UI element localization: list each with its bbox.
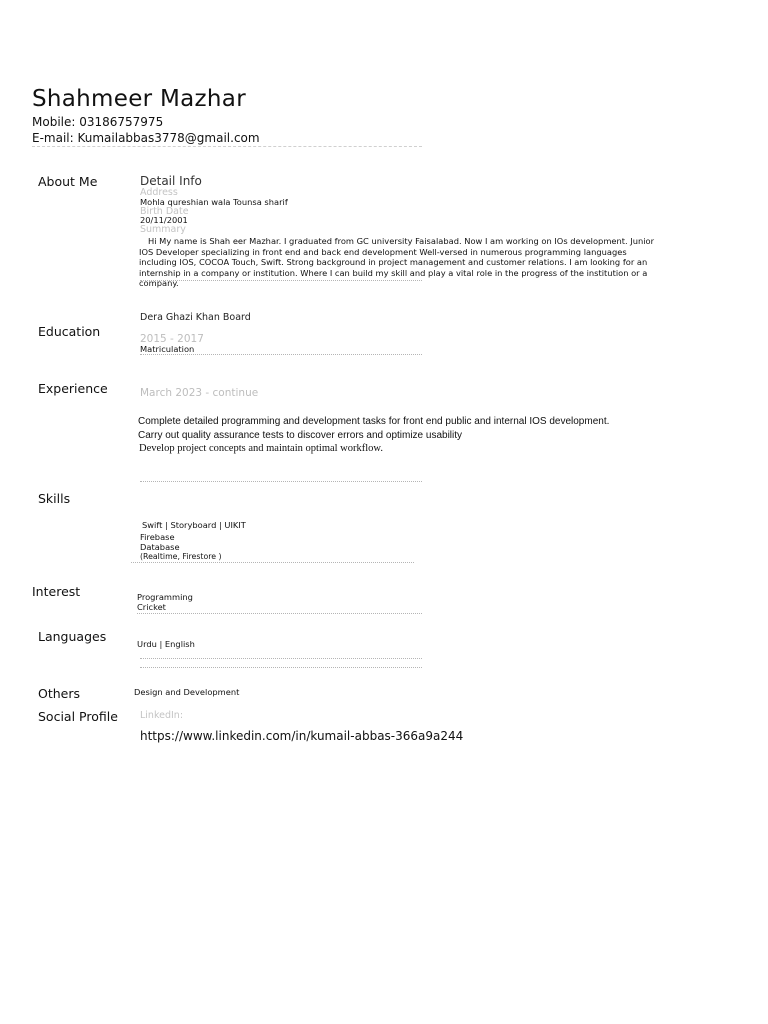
languages-divider-1 [140, 658, 422, 659]
email-address: E-mail: Kumailabbas3778@gmail.com [32, 131, 260, 145]
experience-line-3: Develop project concepts and maintain optimal workflow. [139, 443, 383, 454]
section-interest: Interest [32, 584, 81, 599]
interest-item-2: Cricket [137, 602, 166, 612]
skill-item-4: (Realtime, Firestore ) [140, 552, 222, 561]
education-years: 2015 - 2017 [140, 333, 204, 345]
skill-item-1: Swift | Storyboard | UIKIT [142, 520, 246, 530]
experience-line-1: Complete detailed programming and development tasks for front end public and internal IOS development. [138, 416, 610, 427]
section-education: Education [38, 324, 101, 339]
address-label: Address [140, 187, 178, 198]
section-others: Others [38, 686, 81, 701]
mobile-number: Mobile: 03186757975 [32, 115, 164, 129]
skills-divider [131, 562, 414, 563]
skill-item-3: Database [140, 542, 180, 552]
section-languages: Languages [38, 629, 107, 644]
about-divider [140, 280, 422, 281]
experience-line-2: Carry out quality assurance tests to discover errors and optimize usability [138, 430, 463, 441]
others-value: Design and Development [134, 687, 240, 697]
languages-divider-2 [140, 667, 422, 668]
resume-name: Shahmeer Mazhar [32, 86, 246, 112]
experience-divider [140, 481, 422, 482]
education-board: Dera Ghazi Khan Board [140, 312, 251, 323]
skill-item-2: Firebase [140, 532, 175, 542]
header-divider [32, 146, 422, 147]
linkedin-link[interactable]: https://www.linkedin.com/in/kumail-abbas-366a9a244 [140, 729, 464, 743]
experience-period: March 2023 - continue [140, 387, 259, 399]
interest-item-1: Programming [137, 592, 193, 602]
section-about-me: About Me [38, 174, 98, 189]
birth-date-label: Birth Date [140, 206, 189, 217]
detail-info-title: Detail Info [140, 174, 202, 188]
section-skills: Skills [38, 491, 71, 506]
education-divider [140, 354, 422, 355]
section-experience: Experience [38, 381, 108, 396]
summary-text: Hi My name is Shah eer Mazhar. I graduated from GC university Faisalabad. Now I am working on IOs development. Junior IOS Developer specializing in front end and back end development Well-versed in numerous programming languages including IOS, COCOA Touch, Swift. Strong background in project management and customer relations. I am looking for an internship in a company or institution. Where I can build my skill and play a vital role in the progress of the institution or a company. [139, 236, 655, 289]
languages-value: Urdu | English [137, 639, 195, 649]
interest-divider [137, 613, 422, 614]
summary-label: Summary [140, 224, 186, 235]
education-degree: Matriculation [140, 344, 195, 354]
address-value: Mohla qureshian wala Tounsa sharif [140, 197, 288, 207]
birth-date-value: 20/11/2001 [140, 215, 188, 225]
section-social-profile: Social Profile [38, 709, 118, 724]
linkedin-label: LinkedIn: [140, 710, 184, 721]
